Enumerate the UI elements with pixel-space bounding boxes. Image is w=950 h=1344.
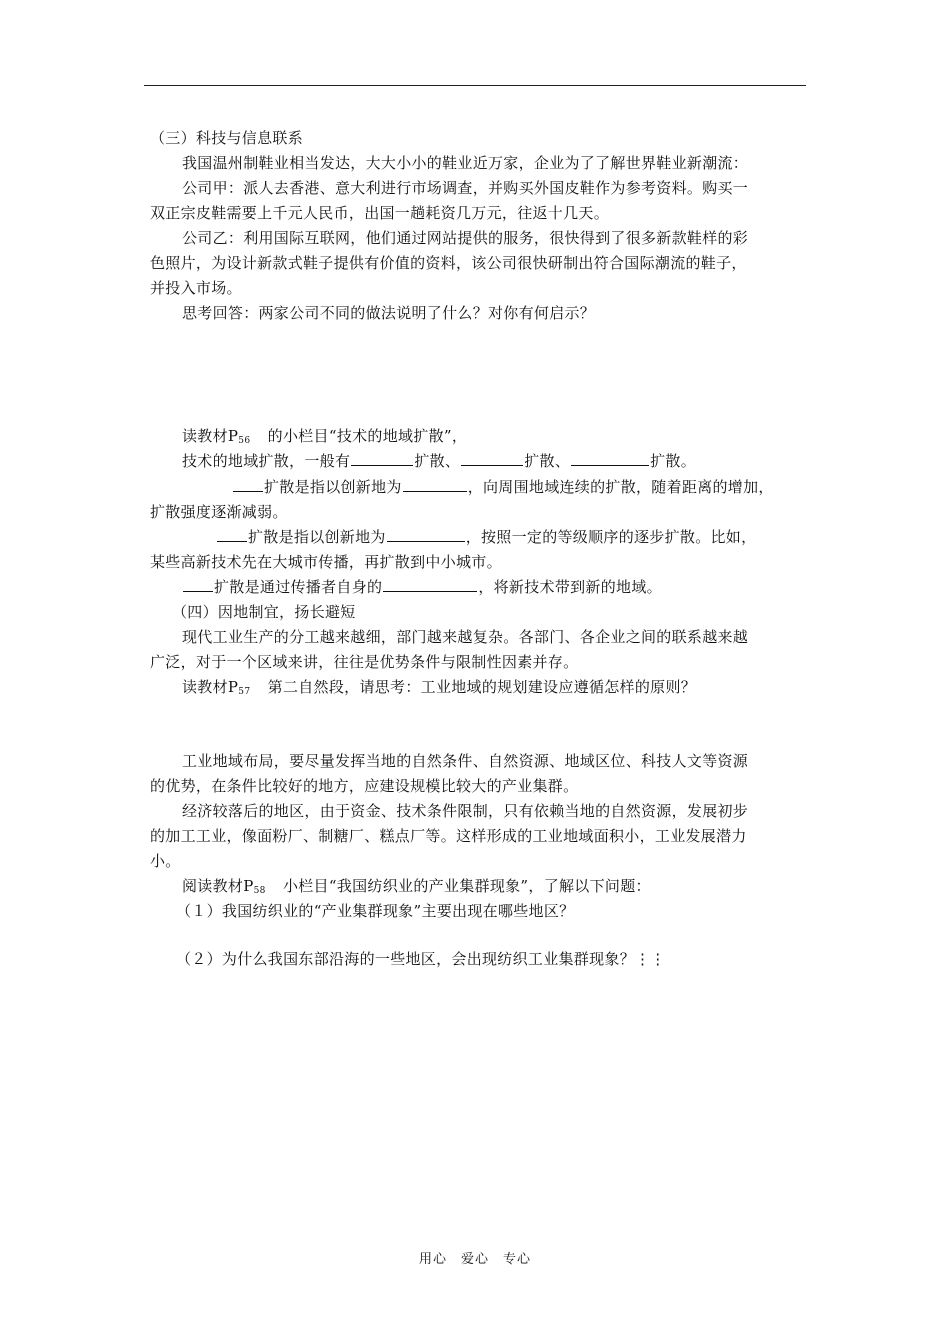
diffusion-types [182, 449, 842, 473]
page-number: 58 [253, 886, 266, 896]
blank-hierarchical-center[interactable] [387, 526, 465, 542]
hierarchical-b: ，按照一定的等级顺序的逐步扩散。比如， [465, 528, 757, 546]
section4-para1-line2: 广泛，对于一个区域来讲，往往是优势条件与限制性因素并存。 [150, 653, 579, 671]
section4-para2-line2: 的优势，在条件比较好的地方，应建设规模比较大的产业集群。 [150, 777, 579, 795]
read-prefix: 阅读教材P [182, 877, 254, 895]
company-b-line2: 色照片，为设计新款式鞋子提供有价值的资料，该公司很快研制出符合国际潮流的鞋子， [150, 254, 747, 272]
company-b-line1: 公司乙：利用国际互联网，他们通过网站提供的服务，很快得到了很多新款鞋样的彩 [182, 229, 749, 247]
contiguous-diffusion-line2: 扩散强度逐渐减弱。 [150, 503, 288, 521]
relocation-a: 扩散是通过传播者自身的 [214, 578, 383, 596]
types-end: 扩散。 [650, 452, 697, 470]
types-sep1: 扩散、 [414, 452, 461, 470]
relocation-diffusion [182, 575, 842, 599]
page-footer: 用心 爱心 专心 [418, 1252, 531, 1267]
read-textbook-p57 [182, 675, 842, 704]
header-rule [144, 85, 806, 86]
question-1: （１）我国纺织业的“产业集群现象”主要出现在哪些地区？ [176, 902, 575, 920]
page-number: 56 [238, 436, 251, 446]
blank-contiguous-type[interactable] [233, 476, 263, 492]
section4-para3-line3: 小。 [150, 852, 181, 870]
blank-hierarchical-type[interactable] [217, 526, 247, 542]
section3-heading: （三）科技与信息联系 [150, 129, 304, 147]
read-suffix: 的小栏目“技术的地域扩散”， [252, 427, 468, 445]
section4-heading: （四）因地制宜，扬长避短 [172, 603, 356, 621]
blank-contiguous-center[interactable] [403, 476, 467, 492]
contiguous-diffusion-line1 [232, 475, 892, 499]
blank-type2[interactable] [461, 450, 523, 466]
read-suffix: 小栏目“我国纺织业的产业集群现象”，了解以下问题： [267, 877, 651, 895]
section4-para3-line1: 经济较落后的地区，由于资金、技术条件限制，只有依赖当地的自然资源，发展初步 [182, 802, 749, 820]
section4-para1-line1: 现代工业生产的分工越来越细，部门越来越复杂。各部门、各企业之间的联系越来越 [182, 628, 749, 646]
read-prefix: 读教材P [182, 427, 239, 445]
hierarchical-diffusion-line2: 某些高新技术先在大城市传播，再扩散到中小城市。 [150, 553, 502, 571]
blank-type1[interactable] [351, 450, 413, 466]
types-sep2: 扩散、 [524, 452, 571, 470]
blank-relocation-means[interactable] [383, 576, 477, 592]
relocation-b: ，将新技术带到新的地域。 [478, 578, 662, 596]
page-number: 57 [238, 687, 251, 697]
contiguous-a: 扩散是指以创新地为 [264, 478, 402, 496]
question-2: （２）为什么我国东部沿海的一些地区，会出现纺织工业集群现象？⋮⋮ [176, 950, 666, 968]
company-a-line2: 双正宗皮鞋需要上千元人民币，出国一趟耗资几万元，往返十几天。 [150, 204, 610, 222]
section3-question: 思考回答：两家公司不同的做法说明了什么？对你有何启示？ [182, 304, 596, 322]
section4-para3-line2: 的加工工业，像面粉厂、制糖厂、糕点厂等。这样形成的工业地域面积小，工业发展潜力 [150, 827, 747, 845]
read-suffix: 第二自然段，请思考：工业地域的规划建设应遵循怎样的原则？ [252, 678, 697, 696]
types-prefix: 技术的地域扩散，一般有 [182, 452, 351, 470]
read-prefix: 读教材P [182, 678, 239, 696]
section4-para2-line1: 工业地域布局，要尽量发挥当地的自然条件、自然资源、地域区位、科技人文等资源 [182, 752, 749, 770]
company-a-line1: 公司甲：派人去香港、意大利进行市场调查，并购买外国皮鞋作为参考资料。购买一 [182, 179, 749, 197]
hierarchical-a: 扩散是指以创新地为 [248, 528, 386, 546]
blank-type3[interactable] [571, 450, 649, 466]
hierarchical-diffusion-line1 [216, 525, 876, 549]
company-b-line3: 并投入市场。 [150, 279, 242, 297]
blank-relocation-type[interactable] [183, 576, 213, 592]
contiguous-b: ，向周围地域连续的扩散，随着距离的增加， [467, 478, 774, 496]
section3-para1: 我国温州制鞋业相当发达，大大小小的鞋业近万家，企业为了了解世界鞋业新潮流： [182, 154, 749, 172]
